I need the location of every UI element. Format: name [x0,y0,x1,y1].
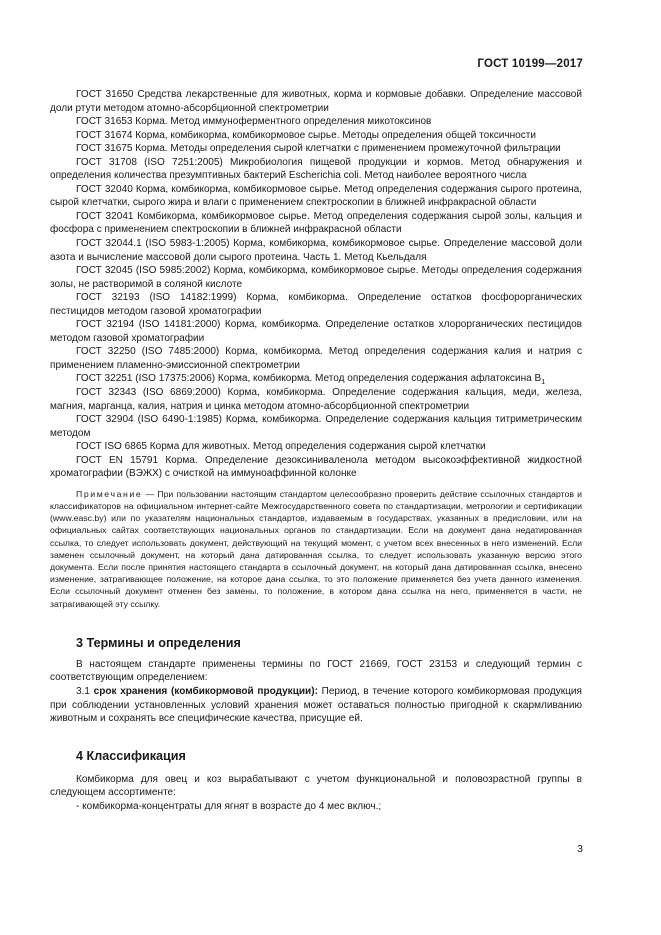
reference-item: ГОСТ 31675 Корма. Методы определения сырой клетчатки с применением промежуточной фильтрации [76,143,561,155]
reference-text: ГОСТ 32251 (ISO 17375:2006) Корма, комбикорма. Метод определения содержания афлатоксина B [76,373,542,385]
note-text: — При пользовании настоящим стандартом целесообразно проверить действие ссылочных стандартов и классификаторов на официальном интернет-сайте Межгосударственного совета по стандартизации, метрологии и сертификации (www.easc.by) или по указателям национальных стандартов, издаваемым в государствах, указанных в предисловии, или на официальных сайтах соответствующих национальных органов по стандартизации. Если на документ дана недатированная ссылка, то следует использовать документ, действующий на текущий момент, с учетом всех внесенных в него изменений. Если заменен ссылочный документ, на который дана датированная ссылка, то следует использовать указанную версию этого документа. Если после принятия настоящего стандарта в ссылочный документ, на который дана датированная ссылка, внесено изменение, затрагивающее положение, на которое дана ссылка, то это положение применяется без учета данного изменения. Если ссылочный документ отменен без замены, то положение, в котором дана ссылка на него, применяется в части, не затрагивающей эту ссылку. [50,488,582,609]
reference-item: ГОСТ 32040 Корма, комбикорма, комбикормовое сырье. Метод определения содержания сырого протеина, сырой клетчатки, сырого жира и влаги с применением спектроскопии в ближней инфракрасной области [50,183,582,209]
term-number: 3.1 [76,685,94,697]
reference-item: ГОСТ EN 15791 Корма. Определение дезоксиниваленола методом высокоэффективной жидкостной хроматографии (ВЭЖХ) с очисткой на иммуноаффинной колонке [50,454,582,480]
section-3-heading: 3 Термины и определения [76,635,241,650]
reference-item: ГОСТ 31708 (ISO 7251:2005) Микробиология пищевой продукции и кормов. Метод обнаружения и определения количества презумптивных бактерий Escherichia coli. Метод наиболее вероятного числа [50,156,582,182]
document-header: ГОСТ 10199—2017 [477,58,583,70]
reference-item: ГОСТ 31650 Средства лекарственные для животных, корма и кормовые добавки. Определение массовой доли ртути методом атомно-абсорбционной спектрометрии [50,89,582,114]
note-label: Примечание [76,488,143,499]
term-name: срок хранения (комбикормовой продукции): [93,685,318,697]
reference-item: ГОСТ 32044.1 (ISO 5983-1:2005) Корма, комбикорма, комбикормовое сырье. Определение массовой доли азота и вычисление массовой доли сырого протеина. Часть 1. Метод Кьельдаля [50,238,582,263]
reference-item: ГОСТ 32041 Комбикорма, комбикормовое сырье. Метод определения содержания сырой золы, кальция и фосфора с применением спектроскопии в ближней инфракрасной области [50,210,582,236]
reference-item: ГОСТ 32194 (ISO 14181:2000) Корма, комбикорма. Определение остатков хлорорганических пестицидов методом газовой хроматографии [50,319,582,344]
reference-item: ГОСТ 31674 Корма, комбикорма, комбикормовое сырье. Методы определения общей токсичности [76,129,536,141]
term-definition [50,685,582,726]
reference-item: ГОСТ 32250 (ISO 7485:2000) Корма, комбикорма. Метод определения содержания калия и натрия с применением пламенно-эмиссионной спектрометрии [50,346,582,371]
reference-item: ГОСТ 32904 (ISO 6490-1:1985) Корма, комбикорма. Определение содержания кальция титриметрическим методом [50,414,582,439]
section-4-heading: 4 Классификация [76,748,186,763]
reference-item [50,372,582,386]
list-item: - комбикорма-концентраты для ягнят в возрасте до 4 мес включ.; [76,800,382,812]
section-3-intro: В настоящем стандарте применены термины по ГОСТ 21669, ГОСТ 23153 и следующий термин с соответствующим определением: [50,658,582,684]
page-content [50,88,582,813]
normative-references-list [50,88,582,481]
reference-item: ГОСТ 32193 (ISO 14182:1999) Корма, комбикорма. Определение остатков фосфорорганических пестицидов методом газовой хроматографии [50,292,582,317]
reference-item: ГОСТ 32343 (ISO 6869:2000) Корма, комбикорма. Определение содержания кальция, меди, железа, магния, марганца, калия, натрия и цинка методом атомно-абсорбционной спектрометрии [50,387,582,412]
page-number: 3 [577,843,583,855]
reference-item: ГОСТ 32045 (ISO 5985:2002) Корма, комбикорма, комбикормовое сырье. Методы определения содержания золы, не растворимой в соляной кислоте [50,265,582,290]
section-4-intro: Комбикорма для овец и коз вырабатывают с учетом функциональной и половозрастной группы в следующем ассортименте: [50,773,582,799]
reference-item: ГОСТ ISO 6865 Корма для животных. Метод определения содержания сырой клетчатки [76,441,486,453]
subscript: 1 [541,379,546,387]
term-definition-text: Период, в течение которого комбикормовая продукция при соблюдении установленных условий хранения может оставаться полностью пригодной к скармливанию животным и сохранять все специфические качества, присущие ей. [50,685,582,725]
reference-item: ГОСТ 31653 Корма. Метод иммуноферментного определения микотоксинов [76,116,432,128]
note-paragraph [50,488,582,610]
